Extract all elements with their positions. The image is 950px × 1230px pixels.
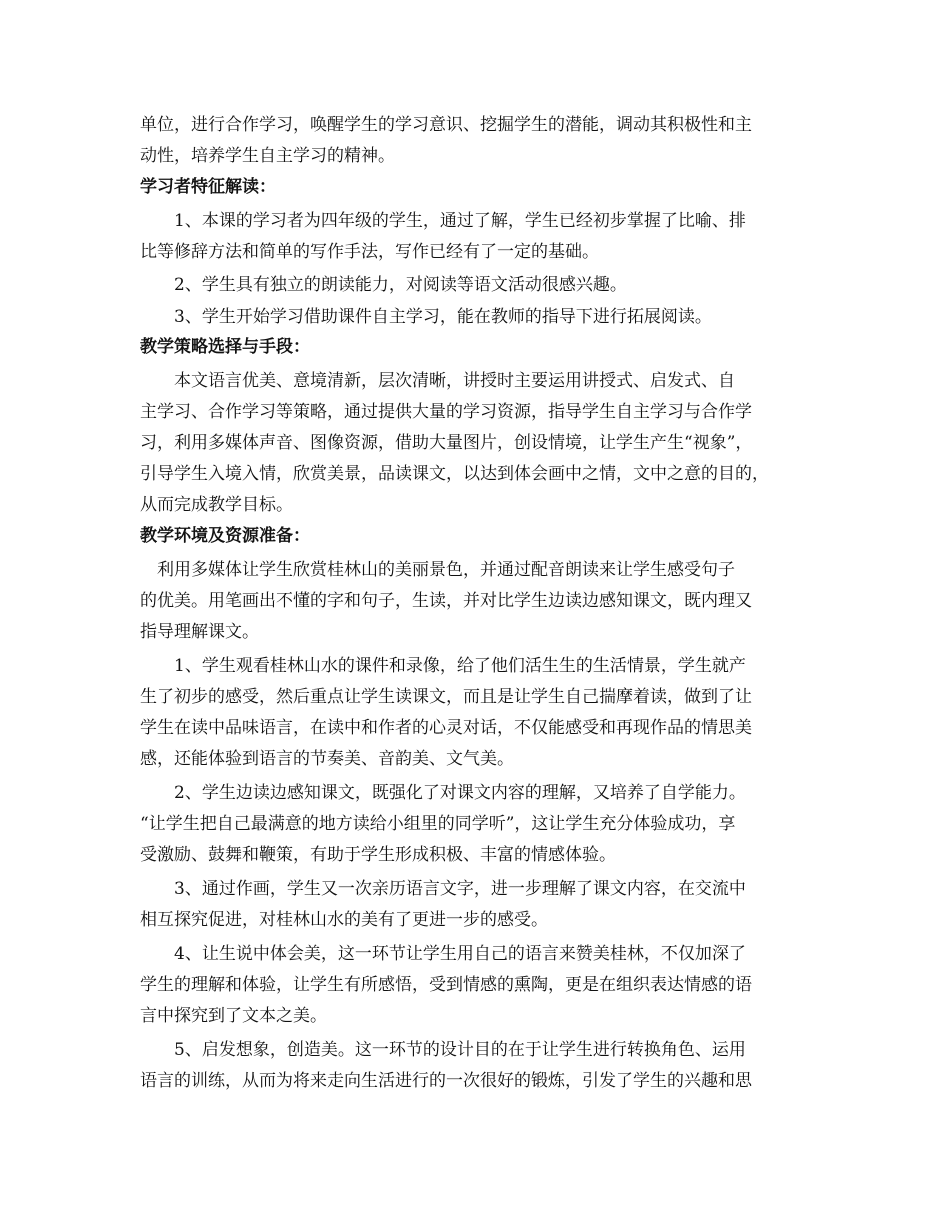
paragraph-line: 相互探究促进，对桂林山水的美有了更进一步的感受。: [140, 910, 548, 930]
paragraph-line: 言中探究到了文本之美。: [140, 1006, 327, 1026]
paragraph-line: 比等修辞方法和简单的写作手法，写作已经有了一定的基础。: [140, 242, 599, 262]
paragraph-line: 1、本课的学习者为四年级的学生，通过了解，学生已经初步掌握了比喻、排: [140, 211, 746, 231]
paragraph-line: 生了初步的感受，然后重点让学生读课文，而且是让学生自己揣摩着读，做到了让: [140, 687, 752, 707]
paragraph-line: 1、学生观看桂林山水的课件和录像，给了他们活生生的生活情景，学生就产: [140, 656, 746, 676]
paragraph-line: 动性，培养学生自主学习的精神。: [140, 146, 395, 166]
paragraph-line: 4、让生说中体会美，这一环节让学生用自己的语言来赞美桂林，不仅加深了: [140, 944, 746, 964]
paragraph-line: 受激励、鼓舞和鞭策，有助于学生形成积极、丰富的情感体验。: [140, 845, 616, 865]
paragraph-line: 学生在读中品味语言，在读中和作者的心灵对话，不仅能感受和再现作品的情思美: [140, 718, 752, 738]
paragraph-line: “让学生把自己最满意的地方读给小组里的同学听”，这让学生充分体验成功，享: [140, 814, 736, 834]
paragraph-line: 单位，进行合作学习，唤醒学生的学习意识、挖掘学生的潜能，调动其积极性和主: [140, 115, 752, 135]
section-heading-environment: 教学环境及资源准备：: [140, 526, 310, 546]
section-heading-learner: 学习者特征解读：: [140, 177, 276, 197]
paragraph-line: 5、启发想象，创造美。这一环节的设计目的在于让学生进行转换角色、运用: [140, 1040, 746, 1060]
paragraph-line: 利用多媒体让学生欣赏桂林山的美丽景色，并通过配音朗读来让学生感受句子: [140, 560, 735, 580]
paragraph-line: 主学习、合作学习等策略，通过提供大量的学习资源，指导学生自主学习与合作学: [140, 402, 752, 422]
paragraph-line: 的优美。用笔画出不懂的字和句子，生读，并对比学生边读边感知课文，既内理又: [140, 591, 752, 611]
paragraph-line: 3、通过作画，学生又一次亲历语言文字，进一步理解了课文内容，在交流中: [140, 879, 746, 899]
paragraph-line: 2、学生边读边感知课文，既强化了对课文内容的理解，又培养了自学能力。: [140, 783, 746, 803]
paragraph-line: 引导学生入境入情，欣赏美景，品读课文，以达到体会画中之情，文中之意的目的，: [140, 464, 769, 484]
paragraph-line: 语言的训练，从而为将来走向生活进行的一次很好的锻炼，引发了学生的兴趣和思: [140, 1071, 752, 1091]
section-heading-strategy: 教学策略选择与手段：: [140, 337, 310, 357]
paragraph-line: 3、学生开始学习借助课件自主学习，能在教师的指导下进行拓展阅读。: [140, 307, 712, 327]
paragraph-line: 感，还能体验到语言的节奏美、音韵美、文气美。: [140, 749, 514, 769]
paragraph-line: 学生的理解和体验，让学生有所感悟，受到情感的熏陶，更是在组织表达情感的语: [140, 975, 752, 995]
paragraph-line: 习，利用多媒体声音、图像资源，借助大量图片，创设情境，让学生产生“视象”，: [140, 433, 753, 453]
paragraph-line: 本文语言优美、意境清新，层次清晰，讲授时主要运用讲授式、启发式、自: [140, 371, 735, 391]
paragraph-line: 从而完成教学目标。: [140, 495, 293, 515]
paragraph-line: 2、学生具有独立的朗读能力，对阅读等语文活动很感兴趣。: [140, 275, 627, 295]
paragraph-line: 指导理解课文。: [140, 622, 259, 642]
